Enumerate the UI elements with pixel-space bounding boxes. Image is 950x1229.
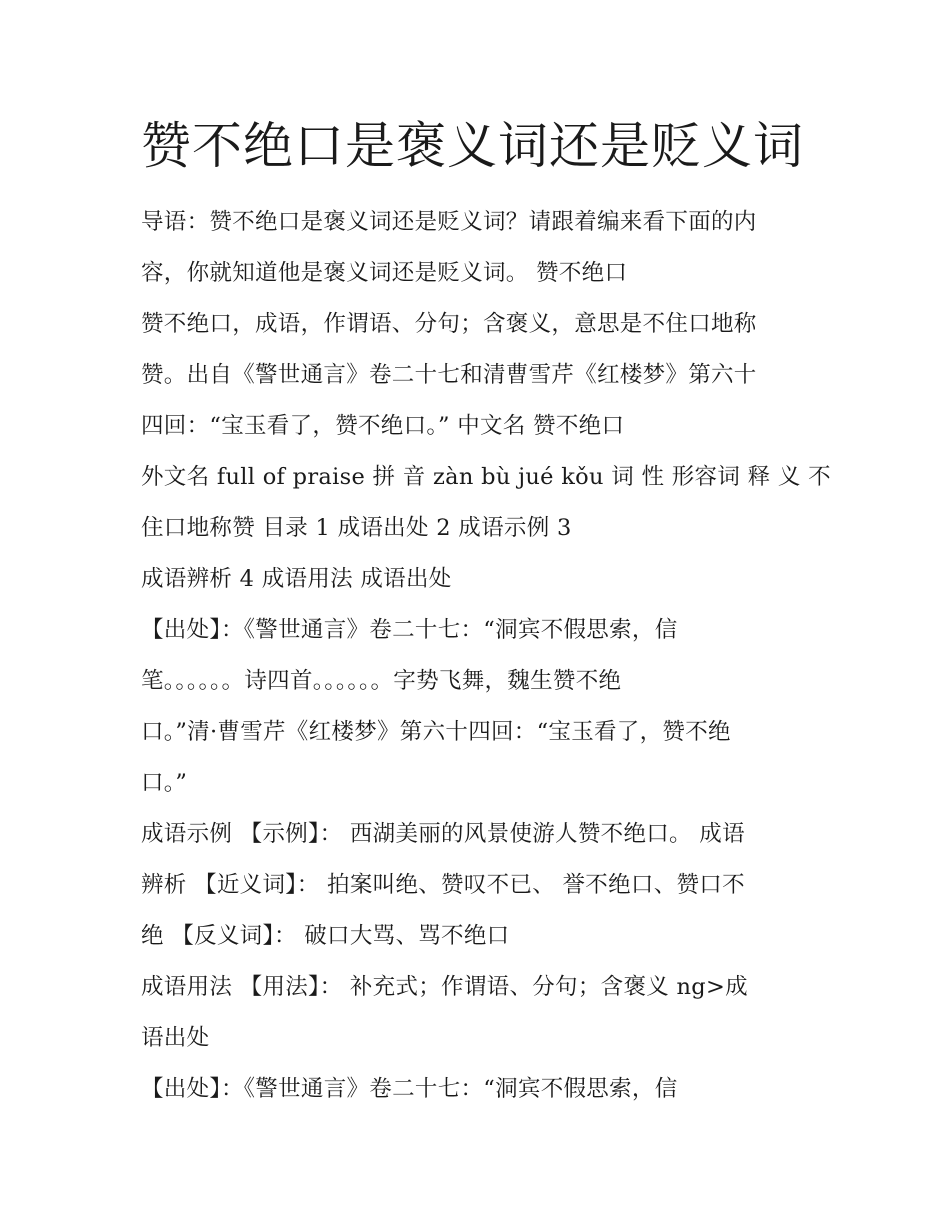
- text-line: 赞不绝口，成语，作谓语、分句；含褒义，意思是不住口地称: [141, 311, 757, 337]
- text-line: 成语示例 【示例】： 西湖美丽的风景使游人赞不绝口。 成语: [141, 821, 745, 847]
- text-line: 外文名 full of praise 拼 音 zàn bù jué kǒu 词 性 形容词 释 义 不: [141, 464, 831, 490]
- document-body: [141, 197, 831, 1115]
- text-line: 住口地称赞 目录 1 成语出处 2 成语示例 3: [141, 515, 572, 541]
- text-line: 辨析 【近义词】： 拍案叫绝、赞叹不已、 誉不绝口、赞口不: [141, 872, 745, 898]
- text-line: 成语用法 【用法】： 补充式；作谓语、分句；含褒义 ng>成: [141, 974, 748, 1000]
- text-line: 口。”: [141, 770, 188, 796]
- text-line: 赞。出自《警世通言》卷二十七和清曹雪芹《红楼梦》第六十: [141, 362, 757, 388]
- page-title: 赞不绝口是褒义词还是贬义词: [141, 117, 804, 175]
- text-line: 语出处: [141, 1025, 210, 1051]
- text-line: 笔。。。。。。诗四首。。。。。。字势飞舞，魏生赞不绝: [141, 668, 622, 694]
- text-line: 绝 【反义词】： 破口大骂、骂不绝口: [141, 923, 510, 949]
- text-line: 口。”清·曹雪芹《红楼梦》第六十四回：“宝玉看了，赞不绝: [141, 719, 731, 745]
- text-line: 成语辨析 4 成语用法 成语出处: [141, 566, 452, 592]
- text-line: 导语：赞不绝口是褒义词还是贬义词？请跟着编来看下面的内: [141, 209, 757, 235]
- text-line: 【出处】：《警世通言》卷二十七：“洞宾不假思索，信: [141, 1076, 678, 1102]
- text-line: 容，你就知道他是褒义词还是贬义词。 赞不绝口: [141, 260, 628, 286]
- text-line: 四回：“宝玉看了，赞不绝口。” 中文名 赞不绝口: [141, 413, 625, 439]
- text-line: 【出处】：《警世通言》卷二十七：“洞宾不假思索，信: [141, 617, 678, 643]
